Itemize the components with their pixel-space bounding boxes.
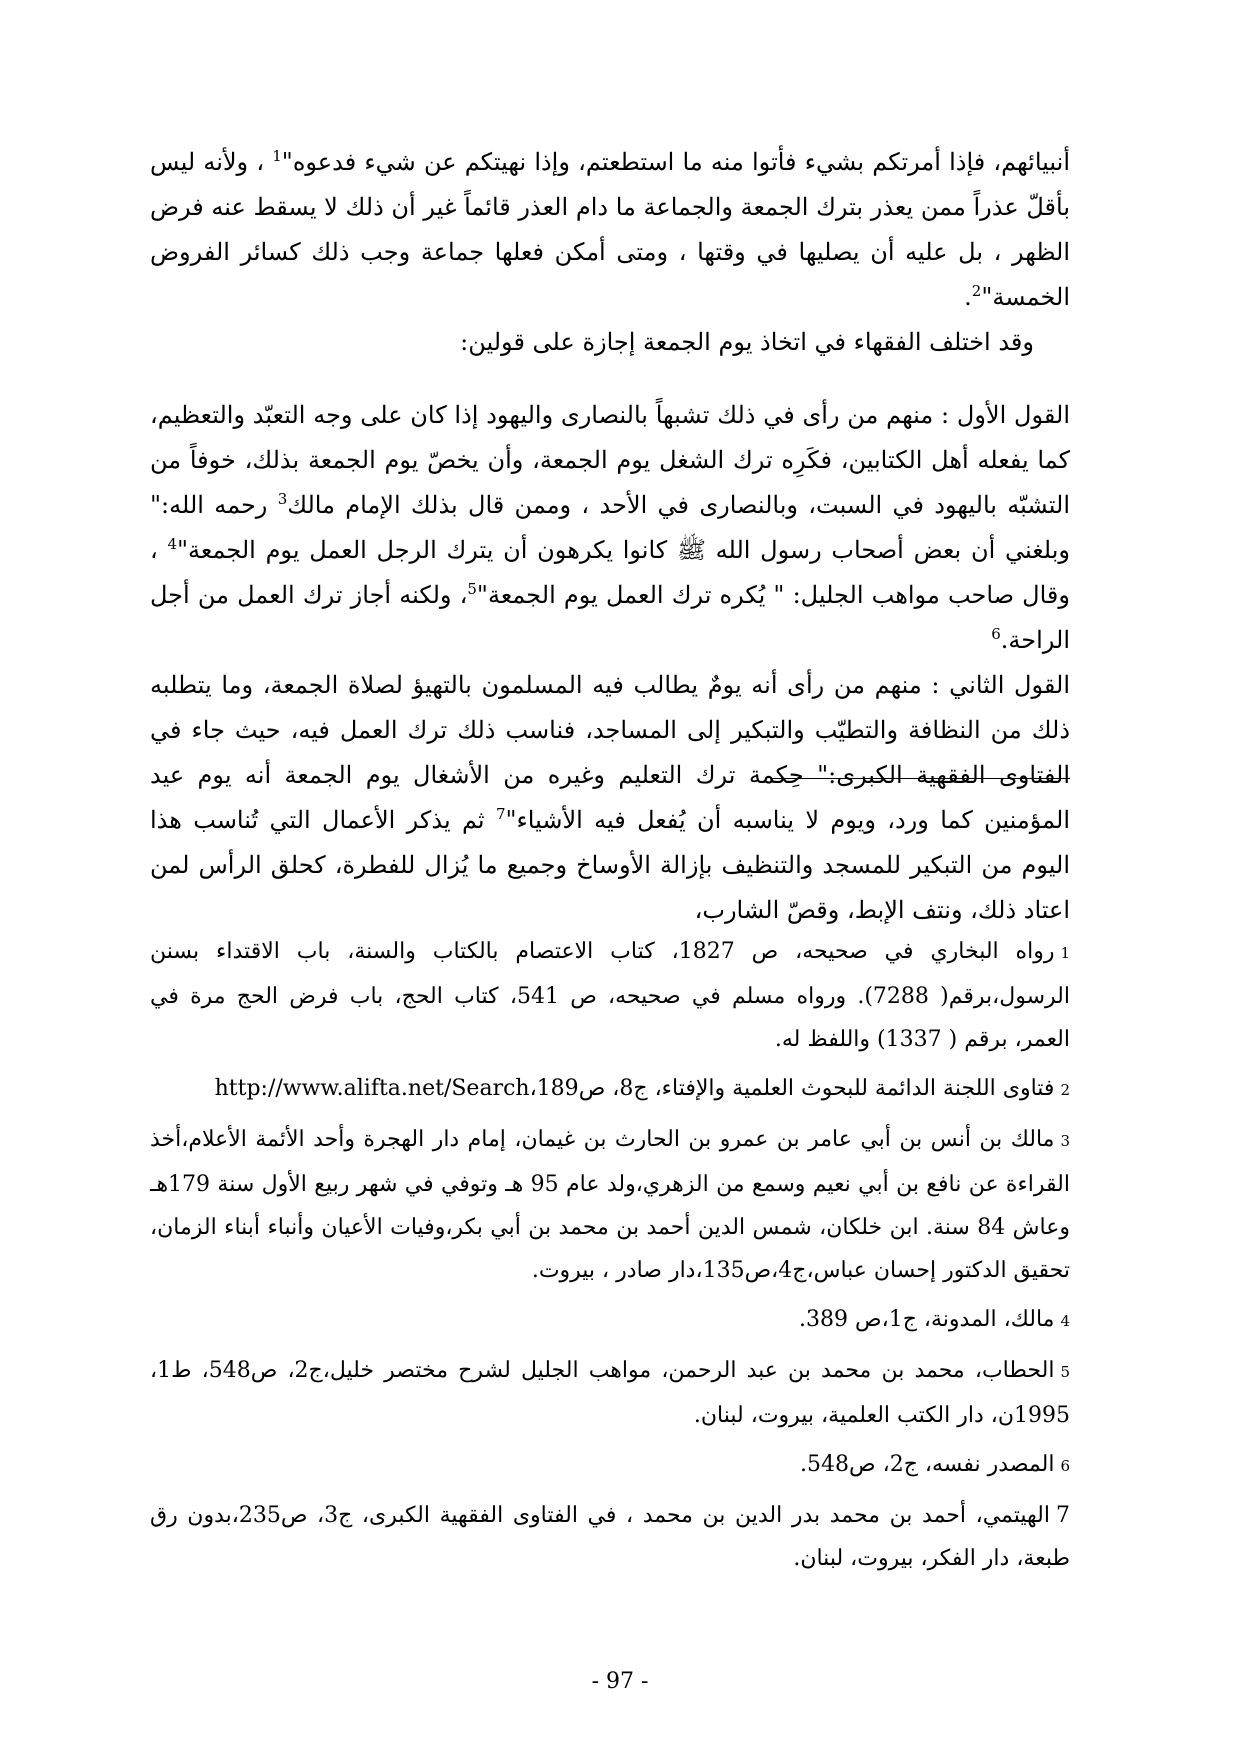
text-run: القول الثاني : منهم من رأى أنه يومٌ يطالب فيه المسلمون بالتهيؤ لصلاة الجمعة، وما يتطلبه ذلك من النظافة والتطيّب والتبكير إلى المساجد، فناسب ذلك ترك العمل فيه، حيث جاء في الفتاوى الفقهية الكبرى:" حِكمة ترك التعليم وغيره من الأشغال يوم الجمعة أنه يوم عيد المؤمنين كما ورد، ويوم لا يناسبه أن يُفعل فيه الأشياء" — [150, 671, 1070, 834]
footnote-5 — [150, 1349, 1070, 1437]
footnote-1 — [150, 930, 1070, 1061]
text-run: ، ولكنه أجاز ترك العمل من أجل الراحة. — [150, 581, 1070, 654]
footnote-6 — [150, 1443, 1070, 1488]
text-run: ، وقال صاحب مواهب الجليل: " يُكره ترك العمل يوم الجمعة" — [150, 536, 1070, 609]
footnote-number: 1 — [1060, 944, 1070, 962]
footnote-text: مالك، المدونة، ج1،ص 389. — [799, 1307, 1055, 1332]
footnote-number: 2 — [1060, 1081, 1070, 1099]
footnote-text: فتاوى اللجنة الدائمة للبحوث العلمية والإفتاء، ج8، ص189، — [529, 1076, 1055, 1101]
paragraph-4 — [150, 663, 1070, 933]
footnote-text: الهيتمي، أحمد بن محمد بدر الدين بن محمد ، في الفتاوى الفقهية الكبرى، ج3، ص235،بدون رق طبعة، دار الفكر، بيروت، لبنان. — [150, 1503, 1070, 1571]
footnote-3 — [150, 1118, 1070, 1292]
main-text — [150, 140, 1070, 933]
footnote-ref-2[interactable]: 2 — [971, 282, 982, 300]
footnote-text: رواه البخاري في صحيحه، ص 1827، كتاب الاعتصام بالكتاب والسنة، باب الاقتداء بسنن الرسول،برقم( 7288). ورواه مسلم في صحيحه، ص 541، كتاب الحج، باب فرض الحج مرة في العمر، برقم ( 1337) واللفظ له. — [150, 939, 1070, 1052]
footnote-ref-3[interactable]: 3 — [277, 490, 288, 508]
footnotes — [150, 930, 1070, 1586]
text-run: ، ولأنه ليس بأقلّ عذراً ممن يعذر بترك الجمعة والجماعة ما دام العذر قائماً غير أن ذلك لا يسقط عنه فرض الظهر ، بل عليه أن يصليها في وقتها ، ومتى أمكن فعلها جماعة وجب ذلك كسائر الفروض الخمسة" — [150, 148, 1070, 311]
footnote-ref-7[interactable]: 7 — [495, 805, 506, 823]
footnote-number: 4 — [1060, 1312, 1070, 1330]
footnote-text: الحطاب، محمد بن محمد بن عبد الرحمن، مواهب الجليل لشرح مختصر خليل،ج2، ص548، ط1، 1995ن، دار الكتب العلمية، بيروت، لبنان. — [150, 1358, 1070, 1428]
footnote-ref-4[interactable]: 4 — [167, 535, 178, 553]
footnote-link[interactable]: http://www.alifta.net/Search — [214, 1076, 530, 1101]
footnote-number: 7 — [1056, 1503, 1070, 1528]
footnote-7 — [150, 1494, 1070, 1580]
footnote-4 — [150, 1298, 1070, 1343]
text-run: أنبيائهم، فإذا أمرتكم بشيء فأتوا منه ما استطعتم، وإذا نهيتكم عن شيء فدعوه" — [281, 148, 1071, 176]
footnote-separator — [770, 778, 1070, 779]
page-number: - 97 - — [591, 1669, 649, 1694]
footnote-2 — [150, 1067, 1070, 1112]
footnote-text: مالك بن أنس بن أبي عامر بن عمرو بن الحارث بن غيمان، إمام دار الهجرة وأحد الأئمة الأعلام،أخذ القراءة عن نافع بن أبي نعيم وسمع من الزهري،ولد عام 95 هـ وتوفي في شهر ربيع الأول سنة 179هـ وعاش 84 سنة. ابن خلكان، شمس الدين أحمد بن محمد بن أبي بكر،وفيات الأعيان وأنباء أبناء الزمان، تحقيق الدكتور إحسان عباس،ج4،ص135،دار صادر ، بيروت. — [150, 1127, 1070, 1283]
text-run: القول الأول : منهم من رأى في ذلك تشبهاً بالنصارى واليهود إذا كان على وجه التعبّد والتعظيم، كما يفعله أهل الكتابين، فكَرِه ترك الشغل يوم الجمعة، وأن يخصّ يوم الجمعة بذلك، خوفاً من التشبّه باليهود في السبت، وبالنصارى في الأحد ، وممن قال بذلك الإمام مالك — [150, 401, 1071, 519]
footnote-number: 3 — [1060, 1132, 1070, 1150]
footnote-ref-5[interactable]: 5 — [467, 580, 477, 598]
paragraph-1 — [150, 140, 1070, 320]
footnote-ref-6[interactable]: 6 — [991, 625, 1001, 643]
footnote-text: المصدر نفسه، ج2، ص548. — [800, 1452, 1055, 1477]
footnote-number: 5 — [1060, 1363, 1070, 1381]
footnote-ref-1[interactable]: 1 — [272, 147, 282, 165]
footnote-number: 6 — [1060, 1457, 1070, 1475]
text-run: ثم يذكر الأعمال التي تُناسب هذا اليوم من التبكير للمسجد والتنظيف بإزالة الأوساخ وجميع ما يُزال للفطرة، كحلق الرأس لمن اعتاد ذلك، ونتف الإبط، وقصّ الشارب، — [150, 806, 1070, 924]
paragraph-3 — [150, 393, 1070, 663]
text-run: رحمه الله:" وبلغني أن بعض أصحاب رسول الله ﷺ كانوا يكرهون أن يترك الرجل العمل يوم الجمعة" — [150, 491, 1070, 564]
text-run: . — [964, 283, 972, 311]
paragraph-2: وقد اختلف الفقهاء في اتخاذ يوم الجمعة إجازة على قولين: — [460, 328, 1034, 356]
